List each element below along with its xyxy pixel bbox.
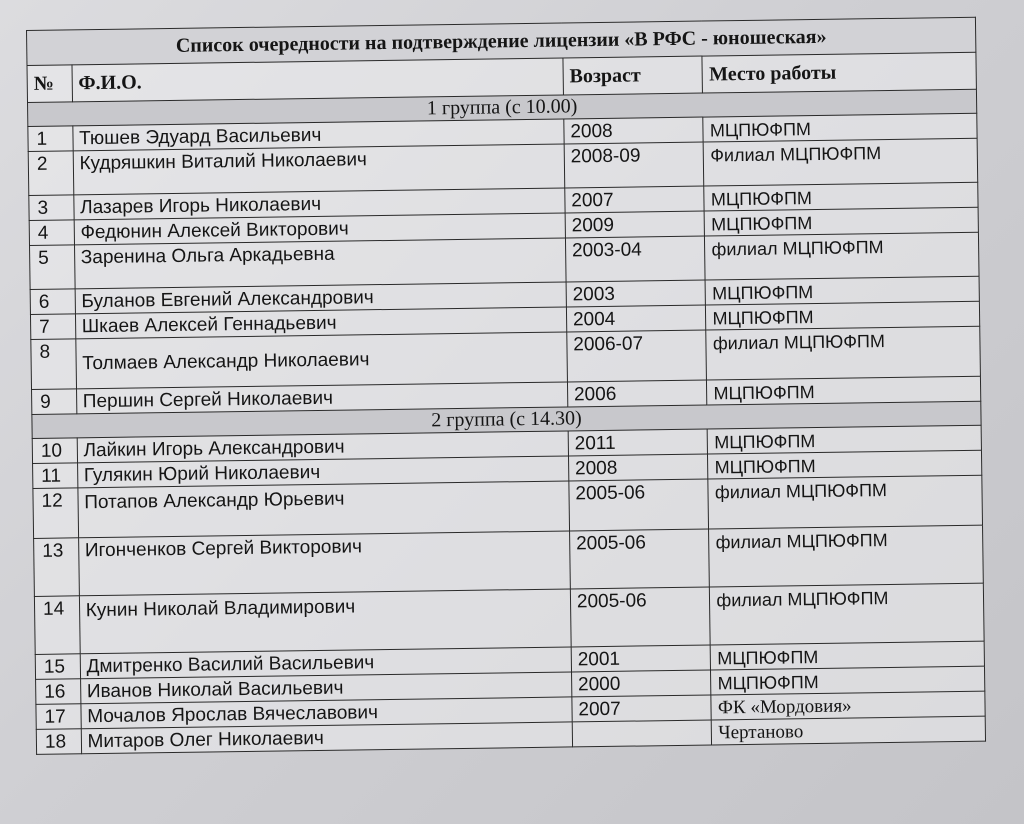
person-name: Буланов Евгений Александрович [75,282,567,314]
workplace: филиал МЦПЮФПМ [705,232,979,280]
age-group: 2007 [565,186,705,213]
table-body [27,17,986,754]
workplace: Чертаново [712,716,986,745]
workplace: филиал МЦПЮФПМ [708,475,982,529]
row-number: 7 [30,314,75,340]
age-group: 2004 [566,305,706,332]
header-age: Возраст [563,56,703,95]
age-group: 2009 [565,211,705,238]
age-group: 2003-04 [565,236,705,282]
person-name: Гулякин Юрий Николаевич [77,456,569,488]
person-name: Кунин Николай Владимирович [79,589,571,654]
age-group: 2006 [567,380,707,407]
row-number: 10 [32,438,77,464]
row-number: 9 [32,389,77,415]
age-group: 2001 [571,645,711,672]
row-number: 2 [28,151,73,196]
document-table-container [26,17,986,755]
header-name: Ф.И.О. [72,58,564,102]
person-name: Дмитренко Василий Васильевич [80,647,572,679]
license-queue-table [26,17,986,755]
age-group: 2003 [566,280,706,307]
person-name: Потапов Александр Юрьевич [78,481,570,538]
row-number: 16 [36,679,81,705]
person-name: Игонченков Сергей Викторович [78,531,570,596]
person-name: Федюнин Алексей Викторович [74,213,566,245]
row-number: 17 [36,704,81,730]
row-number: 14 [34,596,79,655]
person-name: Толмаев Александр Николаевич [75,332,567,389]
person-name: Лазарев Игорь Николаевич [73,188,565,220]
workplace: филиал МЦПЮФПМ [706,326,980,380]
row-number: 18 [36,729,81,755]
age-group: 2007 [572,695,712,722]
workplace: МЦПЮФПМ [704,182,978,211]
person-name: Кудряшкин Виталий Николаевич [73,144,565,195]
header-num: № [27,65,72,103]
age-group: 2005-06 [570,587,710,647]
workplace: МЦПЮФПМ [708,450,982,479]
age-group: 2005-06 [569,529,709,589]
person-name: Шкаев Алексей Геннадьевич [75,307,567,339]
row-number: 13 [34,538,79,597]
person-name: Тюшев Эдуард Васильевич [72,119,564,151]
row-number: 3 [29,195,74,221]
header-place: Место работы [702,52,976,93]
workplace: МЦПЮФПМ [706,301,980,330]
age-group: 2006-07 [567,330,707,382]
workplace: МЦПЮФПМ [711,666,985,695]
workplace: МЦПЮФПМ [705,276,979,305]
workplace: ФК «Мордовия» [711,691,985,720]
workplace: Филиал МЦПЮФПМ [704,138,978,186]
workplace: МЦПЮФПМ [708,425,982,454]
person-name: Иванов Николай Васильевич [80,672,572,704]
age-group: 2008 [564,117,704,144]
person-name: Першин Сергей Николаевич [76,382,568,414]
workplace: филиал МЦПЮФПМ [709,525,983,587]
row-number: 12 [33,488,78,539]
person-name: Митаров Олег Николаевич [81,722,573,754]
age-group: 2005-06 [569,479,709,531]
age-group [572,720,712,747]
table-title: Список очередности на подтверждение лицензии «В РФС - юношеская» [27,17,976,65]
row-number: 8 [31,339,76,390]
person-name: Заренина Ольга Аркадьевна [74,238,566,289]
age-group: 2008 [568,454,708,481]
row-number: 11 [33,463,78,489]
group-label: 2 группа (с 14.30) [32,401,981,438]
workplace: МЦПЮФПМ [705,207,979,236]
row-number: 15 [35,654,80,680]
age-group: 2000 [571,670,711,697]
workplace: МЦПЮФПМ [703,113,977,142]
workplace: МЦПЮФПМ [707,376,981,405]
row-number: 1 [28,126,73,152]
group-label: 1 группа (с 10.00) [28,89,977,126]
age-group: 2008-09 [564,142,704,188]
row-number: 4 [29,220,74,246]
workplace: филиал МЦПЮФПМ [710,583,984,645]
workplace: МЦПЮФПМ [711,641,985,670]
person-name: Лайкин Игорь Александрович [77,431,569,463]
age-group: 2011 [568,429,708,456]
row-number: 6 [30,289,75,315]
person-name: Мочалов Ярослав Вячеславович [81,697,573,729]
row-number: 5 [30,245,75,290]
